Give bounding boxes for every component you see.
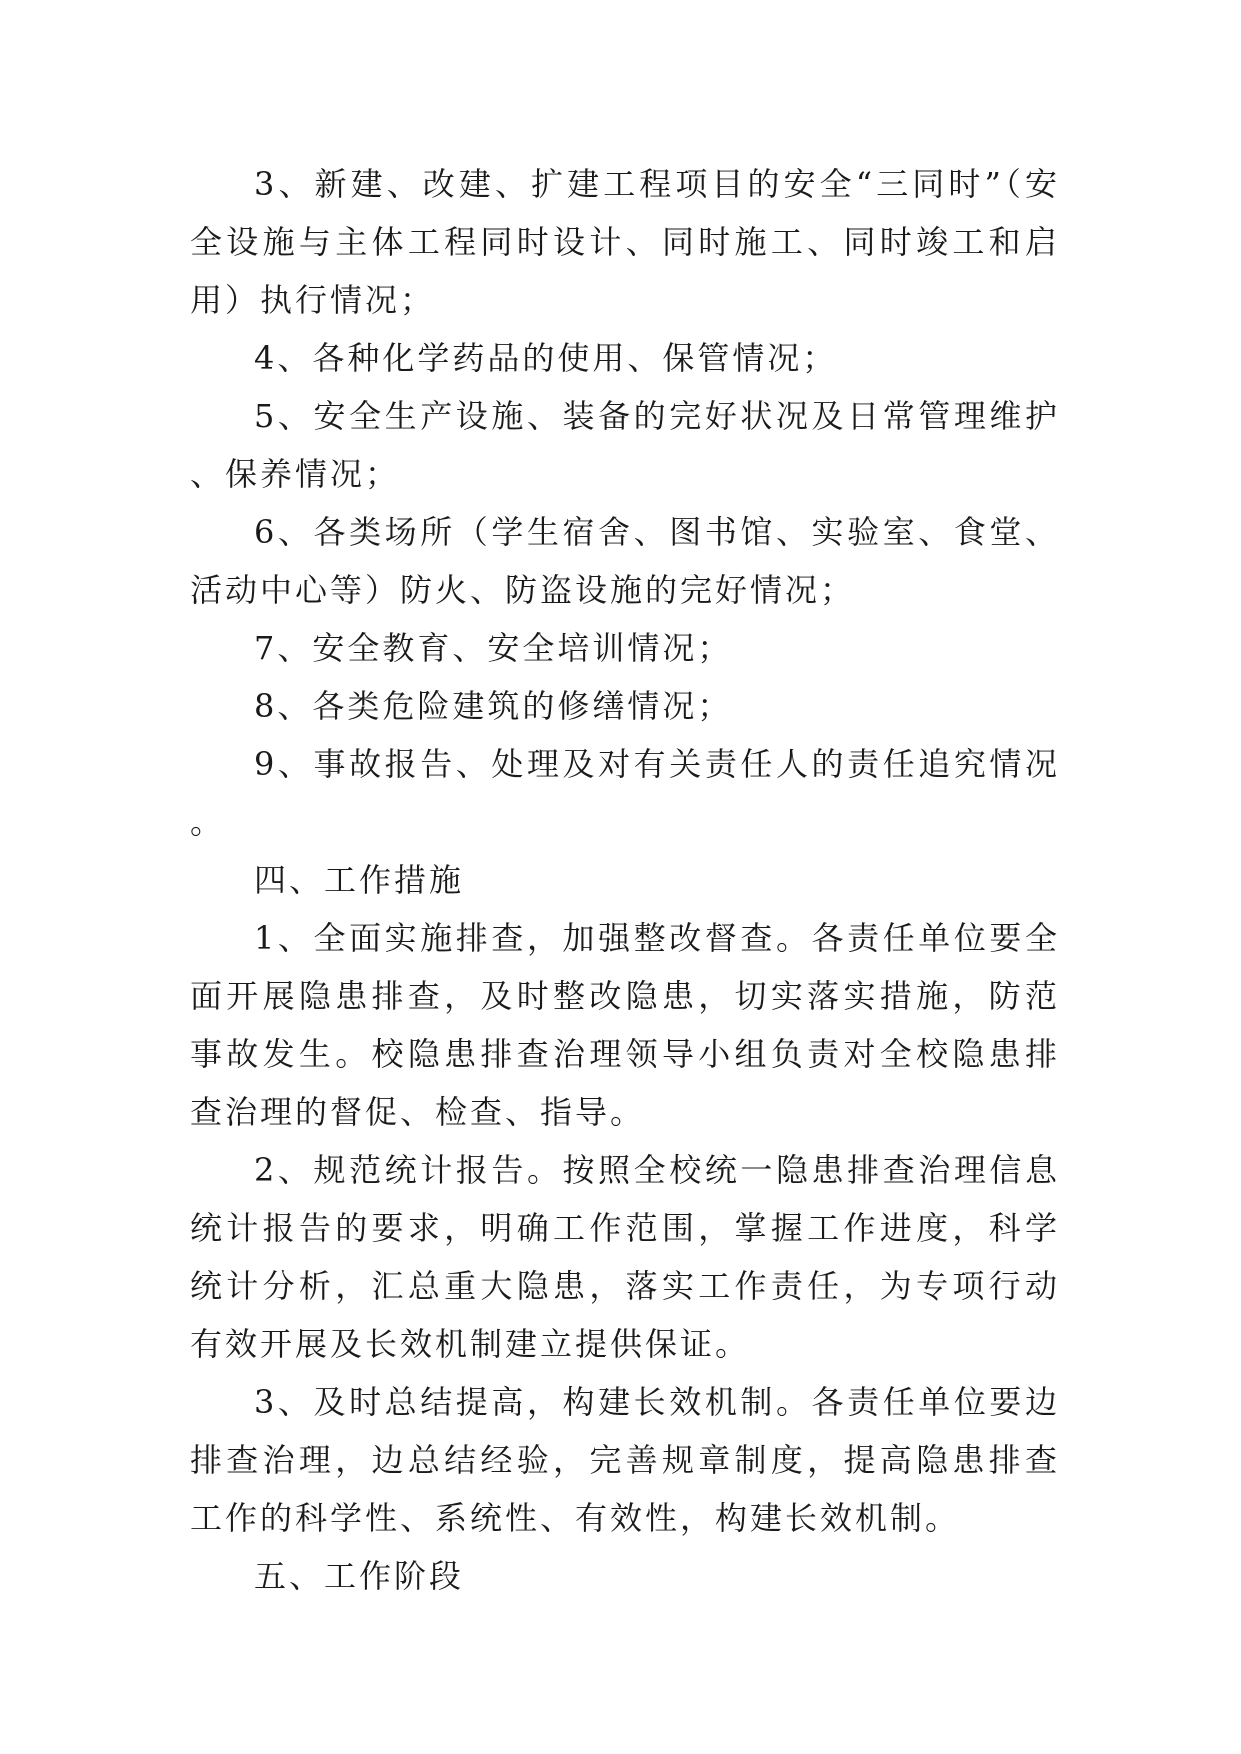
- paragraph-item-8-dangerous-buildings: 8、各类危险建筑的修缮情况；: [254, 687, 733, 725]
- paragraph-item-9-accident-reports: 9、事故报告、处理及对有关责任人的责任追究情况。: [190, 745, 1060, 841]
- paragraph-item-7-safety-education: 7、安全教育、安全培训情况；: [254, 629, 733, 667]
- paragraph-item-6-venues: 6、各类场所（学生宿舍、图书馆、实验室、食堂、活动中心等）防火、防盗设施的完好情况；: [190, 513, 1060, 609]
- paragraph-item-4-chemicals: 4、各种化学药品的使用、保管情况；: [254, 339, 838, 377]
- paragraph-item-3-three-simultaneous: 3、新建、改建、扩建工程项目的安全“三同时”（安全设施与主体工程同时设计、同时施工、同时竣工和启用）执行情况；: [190, 165, 1060, 319]
- document-body: [190, 155, 1060, 1605]
- paragraph-measure-2-statistics: 2、规范统计报告。按照全校统一隐患排查治理信息统计报告的要求，明确工作范围，掌握工作进度，科学统计分析，汇总重大隐患，落实工作责任，为专项行动有效开展及长效机制建立提供保证。: [190, 1151, 1060, 1363]
- section-heading-work-measures: 四、工作措施: [254, 861, 465, 899]
- paragraph-item-5-safety-facilities: 5、安全生产设施、装备的完好状况及日常管理维护、保养情况；: [190, 397, 1060, 493]
- section-heading-work-stages: 五、工作阶段: [254, 1557, 465, 1595]
- paragraph-measure-1-inspection: 1、全面实施排查，加强整改督查。各责任单位要全面开展隐患排查，及时整改隐患，切实落实措施，防范事故发生。校隐患排查治理领导小组负责对全校隐患排查治理的督促、检查、指导。: [190, 919, 1060, 1131]
- paragraph-measure-3-mechanism: 3、及时总结提高，构建长效机制。各责任单位要边排查治理，边总结经验，完善规章制度，提高隐患排查工作的科学性、系统性、有效性，构建长效机制。: [190, 1383, 1060, 1537]
